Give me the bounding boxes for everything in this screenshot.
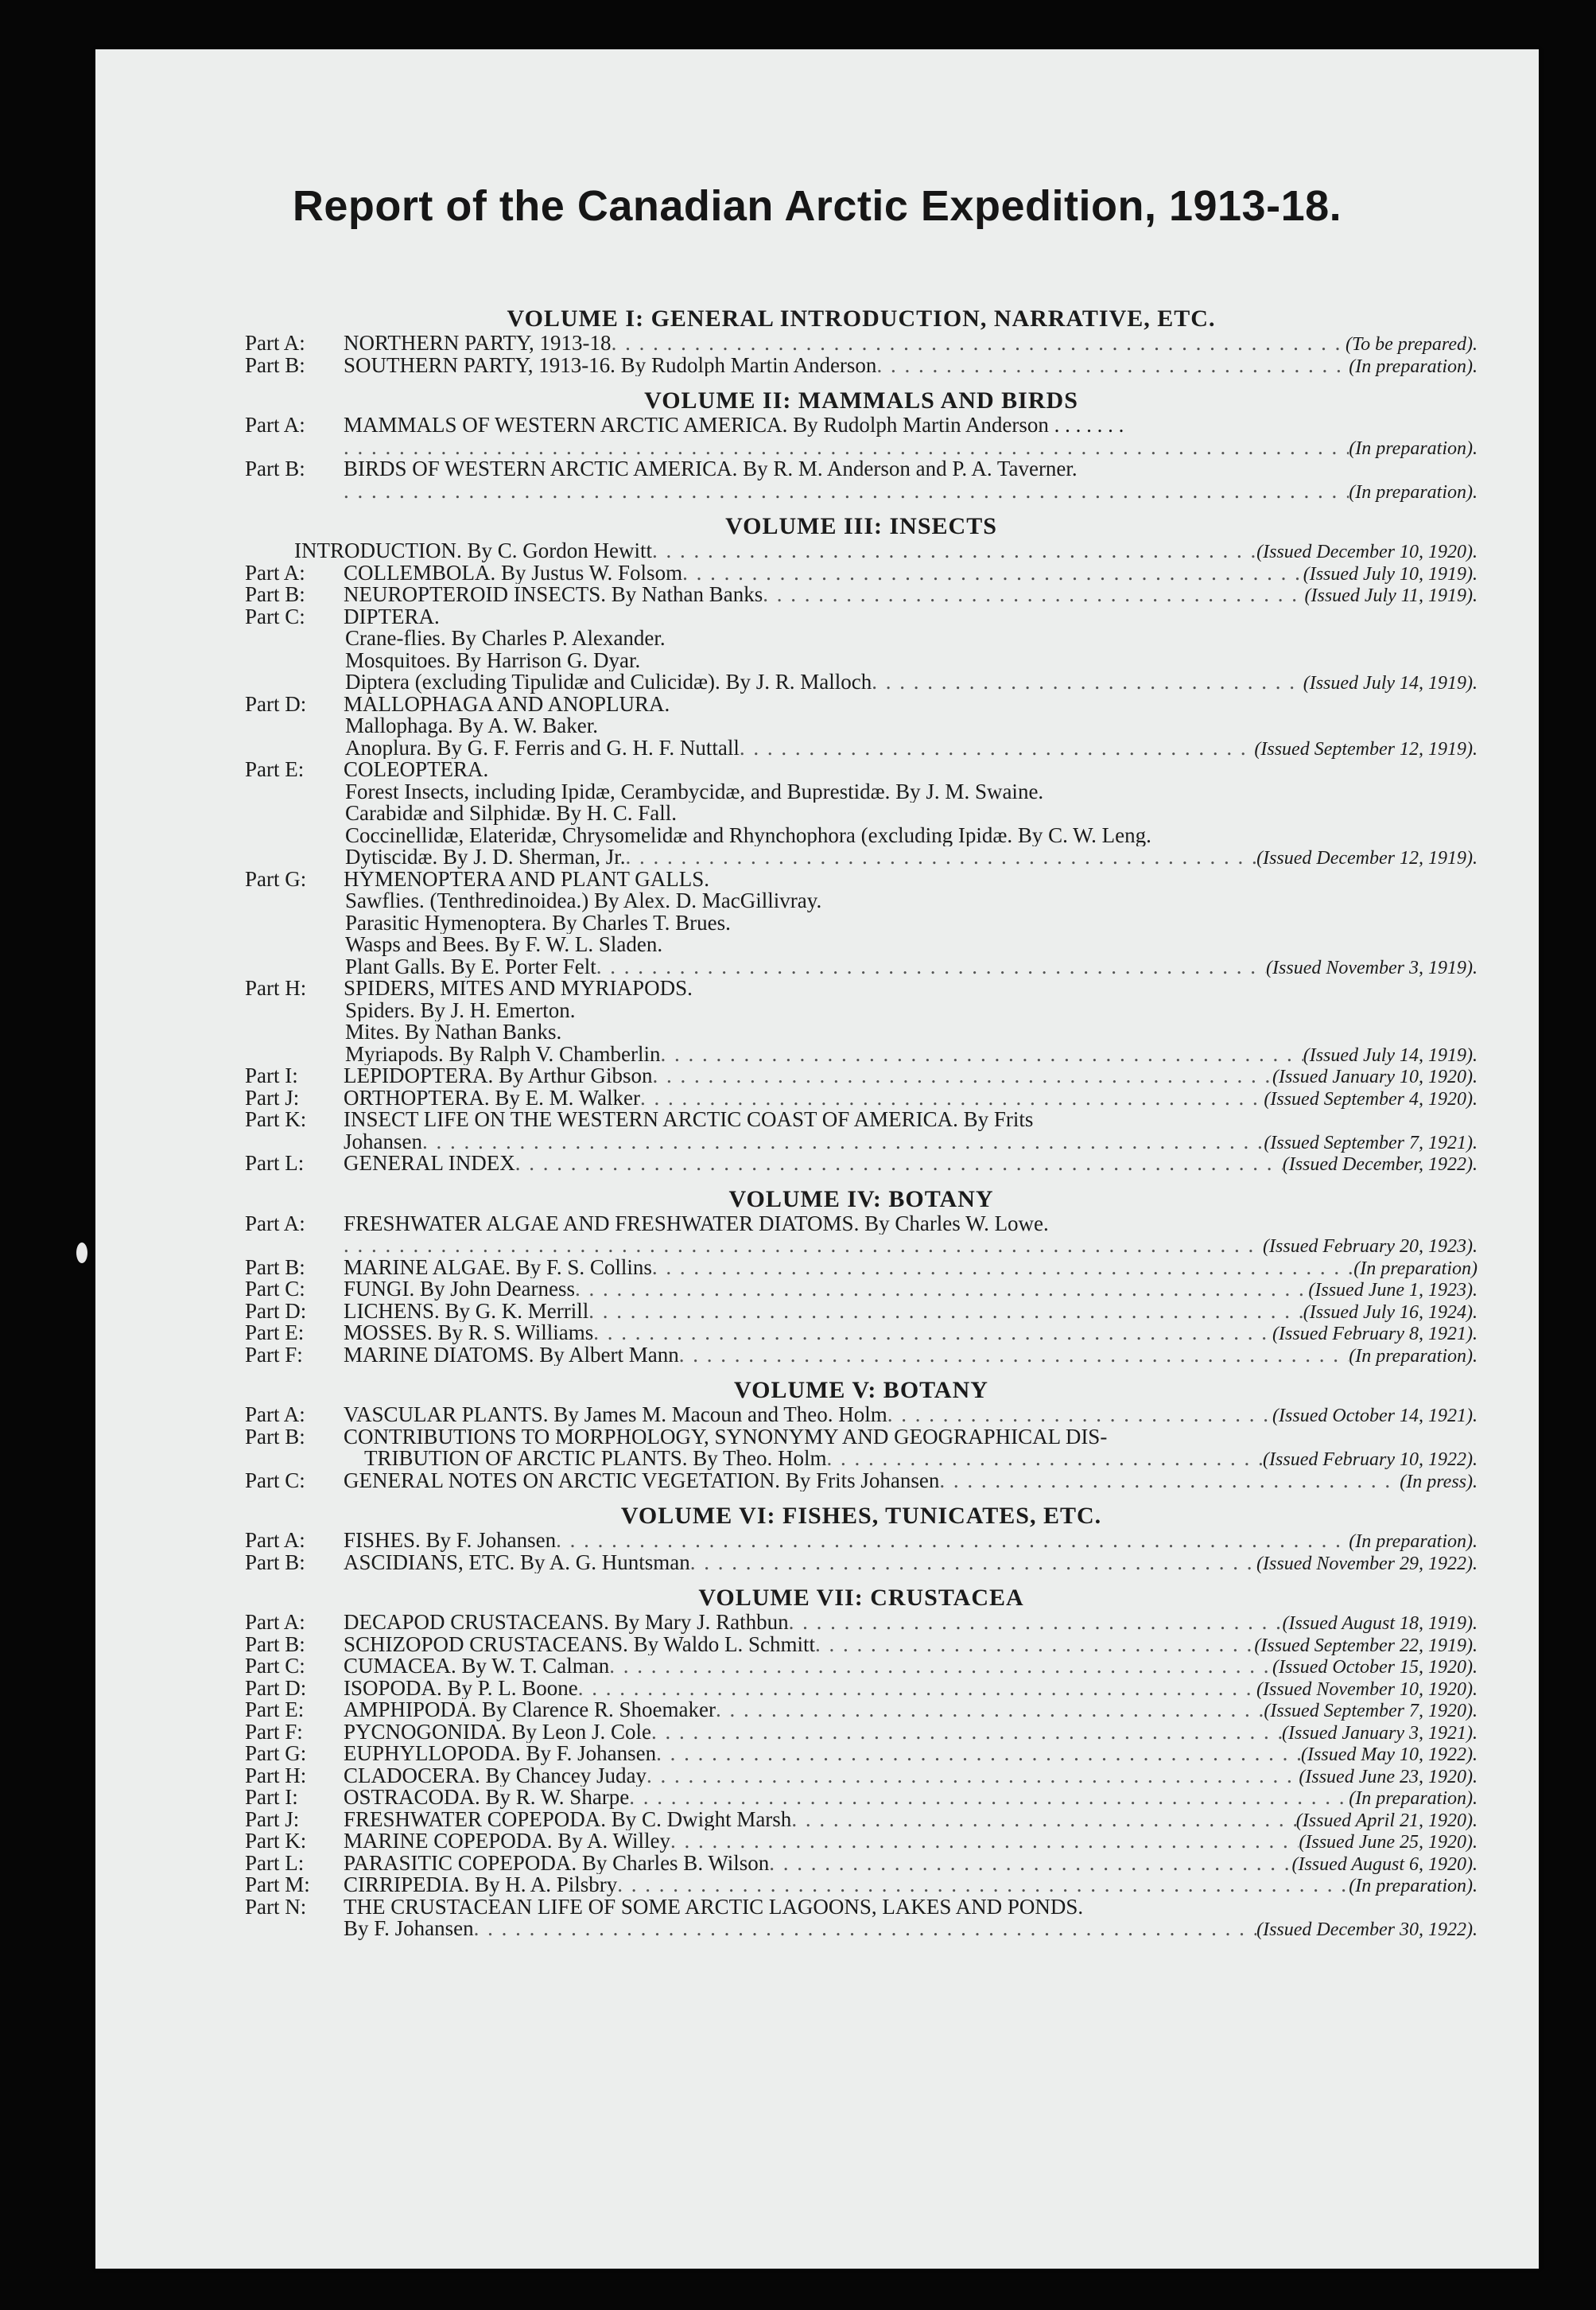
part-label: Part B: — [245, 458, 305, 480]
part-label: Part A: — [245, 1530, 305, 1552]
publication-status: (Issued February 20, 1923). — [1263, 1236, 1478, 1257]
publication-status: (Issued April 21, 1920). — [1295, 1810, 1478, 1830]
part-entry — [245, 869, 1478, 891]
part-title: MARINE COPEPODA. By A. Willey — [344, 1830, 670, 1853]
publication-status: (Issued November 3, 1919). — [1266, 957, 1478, 978]
part-entry — [245, 1896, 1478, 1919]
part-label: Part A: — [245, 414, 305, 437]
dot-leader — [679, 1344, 1349, 1367]
part-entry — [245, 1830, 1478, 1853]
publication-status: (Issued September 7, 1921). — [1264, 1132, 1478, 1153]
part-entry — [245, 1874, 1478, 1896]
part-label: Part D: — [245, 1677, 307, 1699]
part-title: NEUROPTEROID INSECTS. By Nathan Banks — [344, 584, 763, 606]
part-label: Part A: — [245, 1404, 305, 1426]
volume-heading: VOLUME I: GENERAL INTRODUCTION, NARRATIVE, ETC. — [507, 305, 1216, 332]
part-entry — [245, 846, 1478, 869]
part-title: Johansen — [344, 1130, 422, 1153]
part-title: DIPTERA. — [344, 605, 440, 628]
part-entry — [245, 1743, 1478, 1765]
publication-status: (Issued July 10, 1919). — [1303, 563, 1478, 584]
part-label: Part I: — [245, 1065, 298, 1087]
part-label: Part K: — [245, 1830, 307, 1853]
part-entry — [245, 332, 1478, 355]
dot-leader — [575, 1278, 1308, 1301]
publication-status: (Issued September 22, 1919). — [1254, 1635, 1478, 1655]
part-label: Part A: — [245, 1612, 305, 1634]
dot-leader — [578, 1678, 1256, 1700]
part-title: CLADOCERA. By Chancey Juday — [344, 1764, 647, 1787]
part-entry — [245, 1448, 1478, 1470]
part-label: Part C: — [245, 1469, 305, 1491]
part-entry — [245, 1131, 1478, 1153]
dot-leader — [653, 1065, 1273, 1087]
publication-status: (Issued August 18, 1919). — [1282, 1613, 1478, 1634]
part-entry — [245, 1404, 1478, 1426]
part-title: DECAPOD CRUSTACEANS. By Mary J. Rathbun — [344, 1612, 789, 1634]
part-label: Part B: — [245, 354, 305, 376]
publication-status: (Issued July 14, 1919). — [1303, 1044, 1478, 1065]
part-label: Part E: — [245, 1699, 305, 1721]
part-entry — [245, 1918, 1478, 1940]
dot-leader — [474, 1918, 1256, 1940]
volume-section — [245, 513, 1478, 1175]
part-label: Part L: — [245, 1153, 305, 1175]
part-entry — [245, 650, 1478, 672]
publication-status: (Issued December 30, 1922). — [1256, 1919, 1478, 1940]
part-title: FRESHWATER ALGAE AND FRESHWATER DIATOMS. By Charles W. Lowe. — [344, 1212, 1049, 1235]
part-title: NORTHERN PARTY, 1913-18 — [344, 332, 612, 355]
dot-leader — [588, 1301, 1303, 1323]
publication-status: (Issued September 7, 1920). — [1264, 1701, 1478, 1721]
publication-status: (Issued December 12, 1919). — [1256, 848, 1478, 869]
dot-leader — [626, 846, 1257, 869]
part-title: COLLEMBOLA. By Justus W. Folsom — [344, 562, 683, 584]
part-label: Part D: — [245, 693, 307, 715]
part-entry — [245, 978, 1478, 1000]
dot-leader — [769, 1853, 1291, 1875]
part-entry — [245, 1278, 1478, 1301]
part-entry — [245, 1530, 1478, 1552]
part-title: THE CRUSTACEAN LIFE OF SOME ARCTIC LAGOONS, LAKES AND PONDS. — [344, 1896, 1084, 1918]
part-entry — [245, 1678, 1478, 1700]
part-label: Part A: — [245, 562, 305, 584]
part-title: CUMACEA. By W. T. Calman — [344, 1655, 610, 1678]
publication-status: (In preparation). — [1349, 1531, 1478, 1552]
part-title: CONTRIBUTIONS TO MORPHOLOGY, SYNONYMY AND GEOGRAPHICAL DIS- — [344, 1425, 1108, 1448]
publication-status: (Issued September 12, 1919). — [1254, 738, 1478, 759]
part-title: INTRODUCTION. By C. Gordon Hewitt — [294, 540, 652, 562]
part-title: SOUTHERN PARTY, 1913-16. By Rudolph Martin Anderson — [344, 354, 877, 376]
part-entry — [245, 781, 1478, 803]
part-title: CIRRIPEDIA. By H. A. Pilsbry — [344, 1874, 618, 1896]
dot-leader — [716, 1699, 1264, 1721]
part-entry — [245, 458, 1478, 480]
part-entry — [245, 437, 1478, 459]
part-title: Dytiscidæ. By J. D. Sherman, Jr. — [345, 846, 626, 869]
part-entry — [245, 1853, 1478, 1875]
dot-leader — [690, 1552, 1256, 1574]
publication-status: (Issued January 10, 1920). — [1272, 1067, 1478, 1087]
part-label: Part B: — [245, 1633, 305, 1655]
publication-status: (In preparation). — [1349, 438, 1478, 458]
part-entry — [245, 912, 1478, 935]
part-entry — [245, 1655, 1478, 1678]
part-entry — [245, 1699, 1478, 1721]
dot-leader — [515, 1153, 1283, 1175]
part-title: GENERAL INDEX — [344, 1153, 515, 1175]
part-entry — [245, 694, 1478, 716]
part-title: Crane-flies. By Charles P. Alexander. — [345, 628, 666, 650]
part-entry — [245, 1000, 1478, 1022]
part-title: MOSSES. By R. S. Williams — [344, 1322, 594, 1344]
dot-leader — [612, 332, 1346, 355]
part-label: Part J: — [245, 1087, 300, 1109]
part-entry — [245, 890, 1478, 912]
dot-leader — [656, 1743, 1301, 1765]
part-entry — [245, 1213, 1478, 1235]
part-title: COLEOPTERA. — [344, 759, 489, 781]
part-title: LICHENS. By G. K. Merrill — [344, 1300, 589, 1322]
part-entry — [245, 1065, 1478, 1087]
document-page — [95, 49, 1539, 2269]
publication-status: (Issued November 29, 1922). — [1256, 1553, 1478, 1573]
part-entry — [245, 1021, 1478, 1044]
part-entry — [245, 1301, 1478, 1323]
publication-status: (In preparation). — [1349, 1345, 1478, 1366]
part-title: Coccinellidæ, Elateridæ, Chrysomelidæ and Rhynchophora (excluding Ipidæ. By C. W. Leng. — [345, 824, 1151, 846]
part-title: MARINE ALGAE. By F. S. Collins — [344, 1256, 652, 1278]
dot-leader — [556, 1530, 1349, 1552]
part-entry — [245, 355, 1478, 377]
volume-list — [245, 305, 1478, 1940]
part-title: AMPHIPODA. By Clarence R. Shoemaker — [344, 1699, 716, 1721]
dot-leader — [740, 737, 1254, 760]
part-title: PARASITIC COPEPODA. By Charles B. Wilson — [344, 1852, 770, 1874]
part-label: Part K: — [245, 1109, 307, 1131]
part-entry — [245, 737, 1478, 760]
part-title: Myriapods. By Ralph V. Chamberlin — [345, 1043, 661, 1065]
publication-status: (Issued December, 1922). — [1282, 1154, 1478, 1175]
part-label: Part A: — [245, 1212, 305, 1235]
part-entry — [245, 956, 1478, 978]
part-title: SCHIZOPOD CRUSTACEANS. By Waldo L. Schmitt — [344, 1633, 815, 1655]
part-title: EUPHYLLOPODA. By F. Johansen — [344, 1743, 657, 1765]
part-title: FRESHWATER COPEPODA. By C. Dwight Marsh — [344, 1808, 792, 1830]
part-label: Part I: — [245, 1787, 298, 1809]
volume-section — [245, 305, 1478, 376]
publication-status: (Issued February 10, 1922). — [1263, 1449, 1478, 1470]
dot-leader — [651, 1721, 1282, 1744]
volume-section — [245, 387, 1478, 502]
part-title: Wasps and Bees. By F. W. L. Sladen. — [345, 934, 663, 956]
part-title: Mallophaga. By A. W. Baker. — [345, 715, 598, 737]
dot-leader — [344, 437, 1349, 459]
part-label: Part B: — [245, 1425, 305, 1448]
part-label: Part G: — [245, 868, 307, 890]
part-label: Part G: — [245, 1743, 307, 1765]
part-label: Part H: — [245, 978, 307, 1000]
dot-leader — [647, 1765, 1299, 1787]
dot-leader — [682, 562, 1303, 585]
part-title: Sawflies. (Tenthredinoidea.) By Alex. D. MacGillivray. — [345, 890, 822, 912]
publication-status: (In preparation). — [1349, 1876, 1478, 1896]
publication-status: (To be prepared). — [1346, 334, 1478, 355]
part-entry — [245, 1087, 1478, 1110]
part-title: ASCIDIANS, ETC. By A. G. Huntsman — [344, 1551, 690, 1573]
dot-leader — [596, 956, 1266, 978]
part-entry — [245, 606, 1478, 628]
dot-leader — [629, 1787, 1349, 1809]
part-entry — [245, 1322, 1478, 1344]
dot-leader — [344, 1235, 1263, 1257]
publication-status: (Issued June 23, 1920). — [1299, 1766, 1478, 1787]
publication-status: (Issued September 4, 1920). — [1264, 1088, 1478, 1109]
publication-status: (In preparation). — [1349, 1788, 1478, 1809]
part-label: Part C: — [245, 1278, 305, 1301]
part-title: By F. Johansen — [344, 1918, 474, 1940]
part-entry — [245, 803, 1478, 825]
publication-status: (Issued July 14, 1919). — [1303, 673, 1478, 694]
part-entry — [245, 480, 1478, 503]
part-label: Part D: — [245, 1300, 307, 1322]
dot-leader — [763, 584, 1304, 606]
part-entry — [245, 628, 1478, 650]
part-label: Part F: — [245, 1344, 303, 1366]
volume-heading: VOLUME III: INSECTS — [725, 513, 997, 539]
part-title: Forest Insects, including Ipidæ, Cerambycidæ, and Buprestidæ. By J. M. Swaine. — [345, 780, 1044, 803]
volume-heading: VOLUME II: MAMMALS AND BIRDS — [644, 387, 1078, 414]
part-entry — [245, 1721, 1478, 1744]
part-entry — [245, 1765, 1478, 1787]
dot-leader — [876, 355, 1349, 377]
part-entry — [245, 759, 1478, 781]
publication-status: (Issued August 6, 1920). — [1291, 1853, 1478, 1874]
part-label: Part B: — [245, 584, 305, 606]
part-entry — [245, 1109, 1478, 1131]
part-label: Part M: — [245, 1874, 310, 1896]
dot-leader — [617, 1874, 1349, 1896]
dot-leader — [652, 540, 1256, 562]
part-title: Mites. By Nathan Banks. — [345, 1021, 562, 1044]
volume-section — [245, 1503, 1478, 1573]
part-entry — [245, 1426, 1478, 1449]
part-title: Parasitic Hymenoptera. By Charles T. Brues. — [345, 912, 731, 934]
publication-status: (Issued November 10, 1920). — [1256, 1678, 1478, 1699]
part-entry — [245, 825, 1478, 847]
dot-leader — [815, 1634, 1254, 1656]
part-title: Diptera (excluding Tipulidæ and Culicidæ). By J. R. Malloch — [345, 671, 872, 694]
part-entry — [245, 1552, 1478, 1574]
part-title: MALLOPHAGA AND ANOPLURA. — [344, 693, 670, 715]
dot-leader — [887, 1404, 1272, 1426]
part-entry — [245, 1612, 1478, 1634]
dot-leader — [670, 1830, 1299, 1853]
part-title: PYCNOGONIDA. By Leon J. Cole — [344, 1721, 651, 1743]
part-title: ORTHOPTERA. By E. M. Walker — [344, 1087, 640, 1109]
publication-status: (Issued July 16, 1924). — [1303, 1301, 1478, 1322]
part-label: Part F: — [245, 1721, 303, 1743]
part-title: OSTRACODA. By R. W. Sharpe — [344, 1787, 630, 1809]
part-title: GENERAL NOTES ON ARCTIC VEGETATION. By Frits Johansen — [344, 1469, 940, 1491]
part-label: Part A: — [245, 332, 305, 355]
dot-leader — [422, 1131, 1264, 1153]
page-edge-mark — [76, 1242, 87, 1263]
publication-status: (Issued June 25, 1920). — [1299, 1832, 1478, 1853]
dot-leader — [872, 671, 1303, 694]
page-title: Report of the Canadian Arctic Expedition, 1913-18. — [292, 182, 1342, 230]
part-title: TRIBUTION OF ARCTIC PLANTS. By Theo. Holm — [364, 1448, 827, 1470]
volume-section — [245, 1377, 1478, 1491]
volume-heading: VOLUME IV: BOTANY — [728, 1185, 994, 1212]
part-label: Part E: — [245, 1322, 305, 1344]
part-entry — [245, 562, 1478, 585]
publication-status: (Issued October 14, 1921). — [1272, 1406, 1478, 1426]
part-entry — [245, 414, 1478, 437]
part-entry — [245, 1787, 1478, 1809]
publication-status: (Issued February 8, 1921). — [1272, 1324, 1478, 1344]
dot-leader — [609, 1655, 1272, 1678]
part-title: FUNGI. By John Dearness — [344, 1278, 575, 1301]
dot-leader — [789, 1612, 1283, 1634]
publication-status: (Issued January 3, 1921). — [1282, 1722, 1478, 1743]
publication-status: (Issued July 11, 1919). — [1304, 585, 1478, 606]
part-title: MAMMALS OF WESTERN ARCTIC AMERICA. By Rudolph Martin Anderson . . . . . . . — [344, 414, 1124, 437]
volume-section — [245, 1585, 1478, 1940]
part-label: Part E: — [245, 759, 305, 781]
part-label: Part C: — [245, 1655, 305, 1678]
part-title: Plant Galls. By E. Porter Felt — [345, 955, 596, 978]
part-label: Part B: — [245, 1256, 305, 1278]
part-label: Part B: — [245, 1551, 305, 1573]
part-title: MARINE DIATOMS. By Albert Mann — [344, 1344, 679, 1366]
publication-status: (Issued October 15, 1920). — [1272, 1657, 1478, 1678]
part-title: LEPIDOPTERA. By Arthur Gibson — [344, 1065, 653, 1087]
part-title: Anoplura. By G. F. Ferris and G. H. F. Nuttall — [345, 737, 740, 759]
part-label: Part L: — [245, 1852, 305, 1874]
part-entry — [245, 671, 1478, 694]
dot-leader — [593, 1322, 1272, 1344]
part-entry — [245, 540, 1478, 562]
part-entry — [245, 1634, 1478, 1656]
part-label: Part N: — [245, 1896, 307, 1918]
dot-leader — [652, 1257, 1353, 1279]
part-entry — [245, 934, 1478, 956]
part-label: Part J: — [245, 1808, 300, 1830]
part-title: Spiders. By J. H. Emerton. — [345, 999, 576, 1021]
dot-leader — [661, 1044, 1303, 1066]
part-title: VASCULAR PLANTS. By James M. Macoun and Theo. Holm — [344, 1404, 887, 1426]
publication-status: (Issued June 1, 1923). — [1308, 1280, 1478, 1301]
part-entry — [245, 715, 1478, 737]
part-title: INSECT LIFE ON THE WESTERN ARCTIC COAST OF AMERICA. By Frits — [344, 1109, 1034, 1131]
dot-leader — [640, 1087, 1264, 1110]
publication-status: (In preparation). — [1349, 481, 1478, 502]
part-title: FISHES. By F. Johansen — [344, 1530, 557, 1552]
part-entry — [245, 584, 1478, 606]
part-title: Mosquitoes. By Harrison G. Dyar. — [345, 649, 641, 671]
dot-leader — [791, 1809, 1295, 1831]
dot-leader — [939, 1470, 1400, 1492]
part-label: Part H: — [245, 1764, 307, 1787]
volume-heading: VOLUME VI: FISHES, TUNICATES, ETC. — [620, 1503, 1102, 1529]
dot-leader — [827, 1448, 1264, 1470]
part-title: ISOPODA. By P. L. Boone — [344, 1677, 578, 1699]
volume-heading: VOLUME V: BOTANY — [734, 1377, 988, 1403]
part-entry — [245, 1344, 1478, 1367]
part-title: SPIDERS, MITES AND MYRIAPODS. — [344, 978, 693, 1000]
part-title: Carabidæ and Silphidæ. By H. C. Fall. — [345, 803, 678, 825]
publication-status: (In press). — [1400, 1471, 1478, 1491]
part-entry — [245, 1044, 1478, 1066]
part-title: BIRDS OF WESTERN ARCTIC AMERICA. By R. M. Anderson and P. A. Taverner. — [344, 458, 1078, 480]
publication-status: (In preparation) — [1353, 1258, 1478, 1278]
publication-status: (In preparation). — [1349, 356, 1478, 376]
volume-section — [245, 1186, 1478, 1367]
part-entry — [245, 1470, 1478, 1492]
publication-status: (Issued December 10, 1920). — [1256, 542, 1478, 562]
part-entry — [245, 1809, 1478, 1831]
part-entry — [245, 1235, 1478, 1257]
part-entry — [245, 1257, 1478, 1279]
volume-heading: VOLUME VII: CRUSTACEA — [698, 1585, 1024, 1611]
part-entry — [245, 1153, 1478, 1175]
dot-leader — [344, 480, 1349, 503]
publication-status: (Issued May 10, 1922). — [1301, 1744, 1478, 1765]
part-label: Part C: — [245, 605, 305, 628]
part-title: HYMENOPTERA AND PLANT GALLS. — [344, 868, 710, 890]
